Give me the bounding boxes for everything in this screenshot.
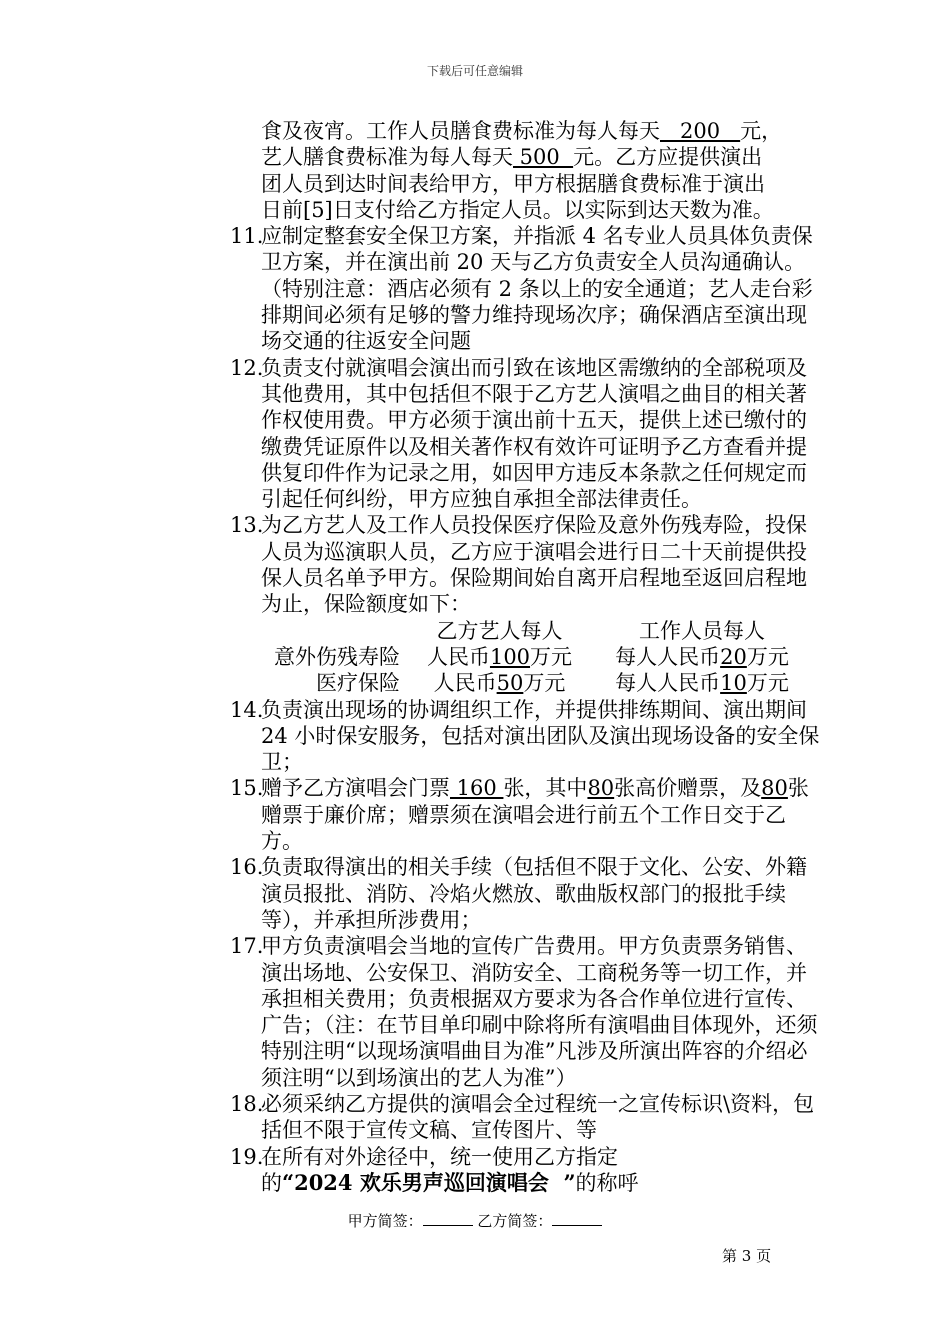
- clause-number: 16.: [230, 855, 264, 880]
- insurance-col-staff: 工作人员每人: [639, 618, 765, 643]
- clause-text: 负责演出现场的协调组织工作，并提供排练期间、演出期间 24 小时保安服务，包括对演出团队及演出现场设备的安全保卫；: [261, 697, 820, 775]
- clause-18: [230, 1091, 820, 1144]
- clause-text: 负责取得演出的相关手续（包括但不限于文化、公安、外籍演员报批、消防、冷焰火燃放、歌曲版权部门的报批手续等），并承担所涉费用；: [261, 855, 807, 932]
- insurance-table: [230, 618, 820, 697]
- clause-19: [230, 1144, 820, 1197]
- clause-number: 14.: [230, 697, 264, 722]
- insurance-header-row: [230, 618, 820, 644]
- party-b-label: 乙方简签：: [477, 1212, 553, 1230]
- clause-text: 赠予乙方演唱会门票 160 张，其中80张高价赠票，及80张赠票于廉价席；赠票须在演唱会进行前五个工作日交于乙方。: [261, 776, 809, 854]
- clause-text: 负责支付就演唱会演出而引致在该地区需缴纳的全部税项及其他费用，其中包括但不限于乙方艺人演唱之曲目的相关著作权使用费。甲方必须于演出前十五天，提供上述已缴付的缴费凭证原件以及相关著作权有效许可证明予乙方查看并提供复印件作为记录之用，如因甲方违反本条款之任何规定而引起任何纠纷，甲方应独自承担全部法律责任。: [261, 355, 807, 512]
- tour-name: “2024 欢乐男声巡回演唱会 ”: [282, 1169, 576, 1195]
- insurance-row: 医疗保险 人民币50万元 每人人民币10万元: [230, 670, 820, 696]
- contract-body: [230, 118, 820, 1196]
- clause-11: [230, 223, 820, 354]
- insurance-type: 医疗保险: [316, 671, 400, 696]
- clause-text: 甲方负责演唱会当地的宣传广告费用。甲方负责票务销售、演出场地、公安保卫、消防安全、工商税务等一切工作，并承担相关费用；负责根据双方要求为各合作单位进行宣传、广告；（注：在节目单印刷中除将所有演唱曲目体现外，还须特别注明“以现场演唱曲目为准”凡涉及所演出阵容的介绍必须注明“以到场演出的艺人为准”）: [261, 934, 818, 1090]
- clause-17: [230, 933, 820, 1091]
- clause-text: 在所有对外途径中，统一使用乙方指定的“2024 欢乐男声巡回演唱会 ”的称呼: [261, 1144, 639, 1195]
- clause-text: 为乙方艺人及工作人员投保医疗保险及意外伤残寿险，投保人员为巡演职人员，乙方应于演唱会进行日二十天前提供投保人员名单予甲方。保险期间始自离开启程地至返回启程地为止，保险额度如下：: [261, 513, 807, 617]
- insurance-col-artist: 乙方艺人每人: [436, 618, 563, 643]
- page-number: 第 3 页: [722, 1247, 772, 1265]
- clause-15: [230, 775, 820, 854]
- ticket-count: 160: [450, 776, 504, 801]
- clause-16: [230, 854, 820, 933]
- staff-meal-fee: 200: [660, 119, 741, 143]
- clause-number: 13.: [230, 513, 264, 538]
- artist-meal-fee: 500: [513, 145, 574, 170]
- clause-number: 18.: [230, 1091, 264, 1116]
- clause-text: 应制定整套安全保卫方案，并指派 4 名专业人员具体负责保卫方案，并在演出前 20 天与乙方负责安全人员沟通确认。（特别注意：酒店必须有 2 条以上的安全通道；艺人走台彩排期间必须有足够的警力维持现场次序；确保酒店至演出现场交通的往返安全问题: [261, 224, 813, 354]
- party-a-label: 甲方简签：: [347, 1212, 423, 1230]
- clause-number: 17.: [230, 934, 264, 959]
- intro-paragraph: 食及夜宵。工作人员膳食费标准为每人每天 200 元， 艺人膳食费标准为每人每天 500 元。乙方应提供演出 团人员到达时间表给甲方，甲方根据膳食费标准于演出 日前[5]日支付给乙方指定人员。以实际到达天数为准。: [261, 119, 783, 222]
- clause-number: 19.: [230, 1144, 264, 1169]
- clause-13: [230, 512, 820, 617]
- insurance-type: 意外伤残寿险: [274, 644, 400, 669]
- clause-number: 15.: [230, 776, 264, 801]
- clause-text: 必须采纳乙方提供的演唱会全过程统一之宣传标识\资料，包括但不限于宣传文稿、宣传图片、等: [261, 1091, 815, 1143]
- signature-line: [0, 1210, 950, 1231]
- clause-12: [230, 355, 820, 513]
- party-a-signature-field[interactable]: [423, 1211, 473, 1226]
- page-header: 下载后可任意编辑: [426, 64, 523, 78]
- insurance-row: 意外伤残寿险 人民币100万元 每人人民币20万元: [230, 644, 820, 670]
- clause-14: [230, 697, 820, 776]
- party-b-signature-field[interactable]: [552, 1211, 602, 1226]
- clause-number: 11.: [230, 224, 264, 249]
- clause-number: 12.: [230, 355, 264, 380]
